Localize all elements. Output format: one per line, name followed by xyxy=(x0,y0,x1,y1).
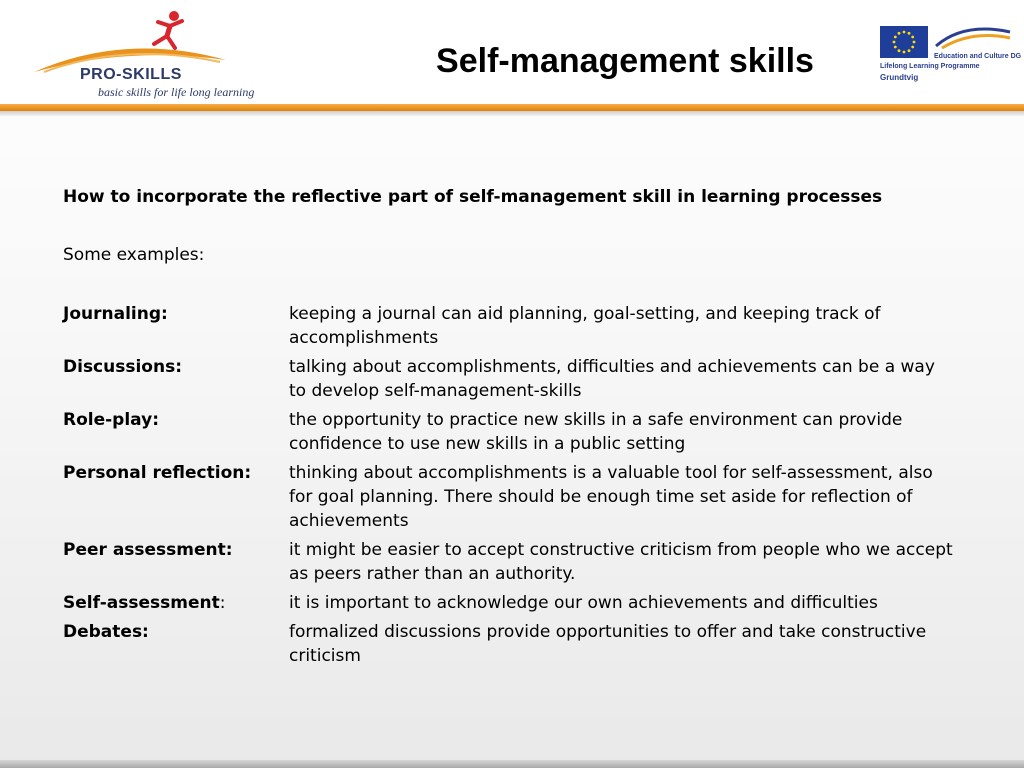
figure-head xyxy=(169,11,179,21)
example-term: Journaling: xyxy=(63,304,168,324)
example-row-journaling xyxy=(63,302,963,350)
example-row-debates xyxy=(63,620,963,668)
header-orange-rule xyxy=(0,104,1024,111)
examples-list xyxy=(63,302,963,668)
example-row-discussions xyxy=(63,355,963,403)
example-term: Peer assessment: xyxy=(63,540,233,560)
example-term: Role-play: xyxy=(63,410,160,430)
example-term-colon: : xyxy=(219,593,226,613)
slide-header xyxy=(0,0,1024,104)
eu-programme-label: Lifelong Learning Programme xyxy=(880,63,980,70)
example-row-role-play xyxy=(63,408,963,456)
example-term: Self-assessment xyxy=(63,593,220,613)
example-description: keeping a journal can aid planning, goal-setting, and keeping track of accomplishments xyxy=(289,304,881,348)
figure-legs xyxy=(154,36,175,48)
logo-tagline: basic skills for life long learning xyxy=(98,85,255,99)
example-description: it might be easier to accept constructive criticism from people who we accept as peers rather than an authority. xyxy=(289,540,953,584)
example-row-self-assessment xyxy=(63,591,963,615)
intro-text: Some examples: xyxy=(63,245,205,265)
example-description: it is important to acknowledge our own achievements and difficulties xyxy=(289,593,878,613)
slide-body xyxy=(63,186,963,673)
example-description: the opportunity to practice new skills in a safe environment can provide confidence to use new skills in a public setting xyxy=(289,410,903,454)
eu-grundtvig-label: Grundtvig xyxy=(880,73,919,82)
eu-flag-icon xyxy=(880,26,928,58)
example-term-wrapper xyxy=(63,591,289,615)
example-term: Discussions: xyxy=(63,357,182,377)
footer-band xyxy=(0,760,1024,768)
example-term: Personal reflection: xyxy=(63,463,252,483)
example-row-peer-assessment xyxy=(63,538,963,586)
slide-title: Self-management skills xyxy=(436,42,814,80)
example-description: thinking about accomplishments is a valuable tool for self-assessment, also for goal planning. There should be enough time set aside for reflection of achievements xyxy=(289,463,933,531)
header-grey-rule xyxy=(0,111,1024,116)
eu-dg-label: Education and Culture DG xyxy=(934,53,1022,60)
logo-name: PRO-SKILLS xyxy=(80,66,182,83)
section-subtitle: How to incorporate the reflective part of self-management skill in learning processes xyxy=(63,187,883,207)
example-description: formalized discussions provide opportunities to offer and take constructive criticism xyxy=(289,622,927,666)
eu-lifelong-learning-logo xyxy=(876,24,1022,90)
swirl-icon xyxy=(934,26,1012,50)
example-row-personal-reflection xyxy=(63,461,963,533)
pro-skills-logo xyxy=(30,6,260,101)
example-description: talking about accomplishments, difficulties and achievements can be a way to develop self-management-skills xyxy=(289,357,935,401)
example-term: Debates: xyxy=(63,622,149,642)
eu-stars-icon xyxy=(880,26,928,58)
